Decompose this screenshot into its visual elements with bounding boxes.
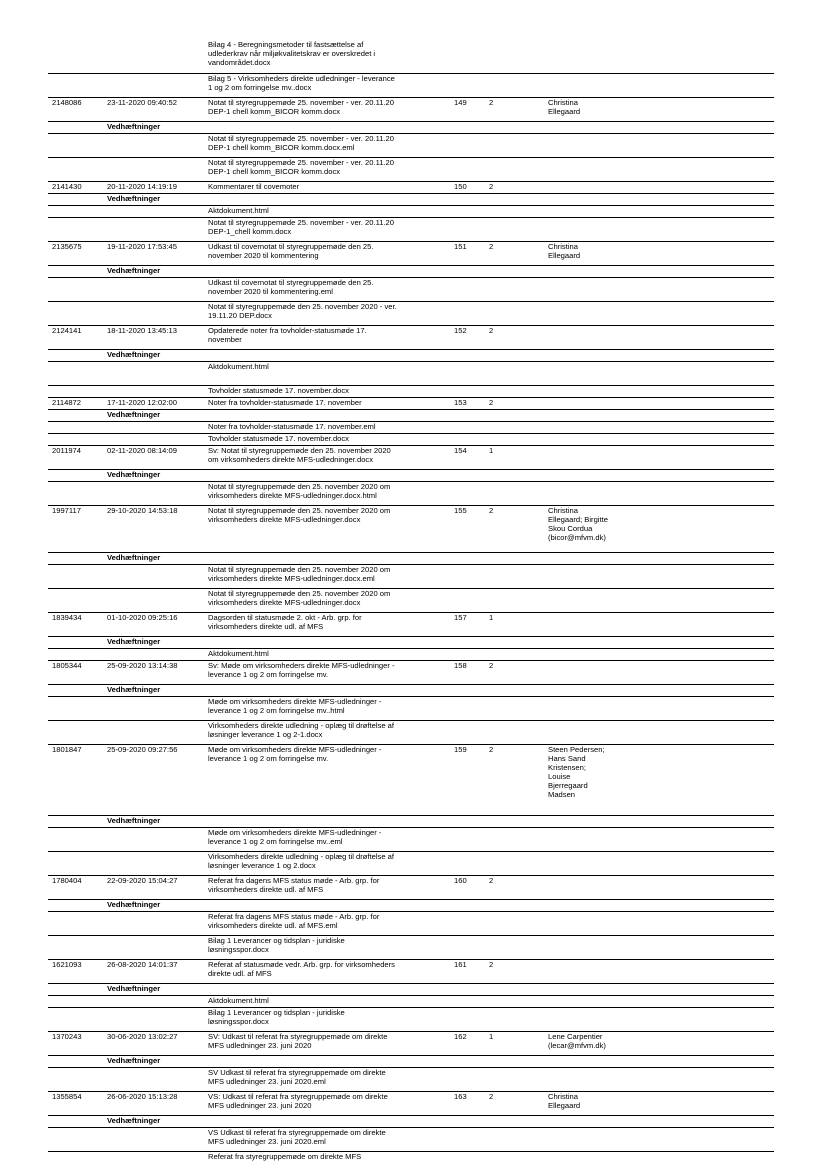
document-number: 158	[454, 661, 467, 670]
attachment-title: Møde om virksomheders direkte MFS-udledninger - leverance 1 og 2 om forringelse mv..eml	[208, 828, 382, 846]
document-number: 161	[454, 960, 467, 969]
attachments-label: Vedhæftninger	[107, 122, 161, 131]
attachment-title: Virksomheders direkte udledning - oplæg til drøftelse af løsninger leverance 1 og 2.docx	[208, 852, 394, 870]
document-date: 17-11-2020 12:02:00	[107, 398, 177, 407]
document-record-table	[48, 40, 774, 1164]
page-count: 2	[489, 182, 494, 191]
document-row	[48, 661, 774, 685]
attachments-label-row	[48, 637, 774, 649]
attachments-label: Vedhæftninger	[107, 1116, 161, 1125]
attachment-title: Virksomheders direkte udledning - oplæg til drøftelse af løsninger leverance 1 og 2-1.docx	[208, 721, 394, 739]
attachment-row	[48, 218, 774, 242]
document-title: SV: Udkast til referat fra styregruppemøde om direkte MFS udledninger 23. juni 2020	[208, 1032, 388, 1050]
attachments-label-row	[48, 194, 774, 206]
attachments-label-row	[48, 350, 774, 362]
attachment-row	[48, 362, 774, 386]
attachments-label: Vedhæftninger	[107, 984, 161, 993]
document-number: 162	[454, 1032, 467, 1041]
attachments-label: Vedhæftninger	[107, 350, 161, 359]
document-id: 1801847	[52, 745, 82, 754]
document-date: 26-08-2020 14:01:37	[107, 960, 178, 969]
document-id: 1621093	[52, 960, 82, 969]
document-row	[48, 1092, 774, 1116]
attachment-row	[48, 721, 774, 745]
attachment-title: Notat til styregruppemøde 25. november - ver. 20.11.20 DEP-1 chell komm_BICOR komm.docx	[208, 158, 395, 176]
document-date: 02-11-2020 08:14:09	[107, 446, 177, 455]
attachment-row	[48, 697, 774, 721]
document-title: Dagsorden til statusmøde 2. okt - Arb. grp. for virksomheders direkte udl. af MFS	[208, 613, 362, 631]
attachment-row	[48, 278, 774, 302]
attachment-row	[48, 912, 774, 936]
document-date: 23-11-2020 09:40:52	[107, 98, 177, 107]
attachment-row	[48, 1128, 774, 1152]
document-date: 18-11-2020 13:45:13	[107, 326, 177, 335]
attachment-title: Notat til styregruppemøde den 25. november 2020 - ver. 19.11.20 DEP.docx	[208, 302, 397, 320]
page-count: 2	[489, 242, 494, 251]
document-date: 29-10-2020 14:53:18	[107, 506, 178, 515]
attachment-row	[48, 74, 774, 98]
document-number: 163	[454, 1092, 467, 1101]
page-count: 2	[489, 745, 494, 754]
attachment-row	[48, 1068, 774, 1092]
attachment-row	[48, 852, 774, 876]
document-title: Møde om virksomheders direkte MFS-udledninger - leverance 1 og 2 om forringelse mv.	[208, 745, 382, 763]
document-date: 25-09-2020 13:14:38	[107, 661, 178, 670]
document-row	[48, 326, 774, 350]
attachments-label-row	[48, 122, 774, 134]
document-sender: Christina Ellegaard	[548, 98, 581, 116]
document-number: 153	[454, 398, 467, 407]
document-date: 26-06-2020 15:13:28	[107, 1092, 178, 1101]
attachment-row	[48, 134, 774, 158]
document-id: 1355854	[52, 1092, 82, 1101]
attachments-label-row	[48, 266, 774, 278]
document-number: 159	[454, 745, 467, 754]
document-sender: Christina Ellegaard	[548, 242, 581, 260]
document-date: 19-11-2020 17:53:45	[107, 242, 177, 251]
document-date: 22-09-2020 15:04:27	[107, 876, 178, 885]
attachment-title: Møde om virksomheders direkte MFS-udledninger - leverance 1 og 2 om forringelse mv..html	[208, 697, 382, 715]
document-title: Opdaterede noter fra tovholder-statusmøde 17. november	[208, 326, 367, 344]
attachment-title: Notat til styregruppemøde den 25. november 2020 om virksomheders direkte MFS-udledninger.docx	[208, 589, 391, 607]
document-date: 20-11-2020 14:19:19	[107, 182, 177, 191]
attachment-title: Bilag 5 - Virksomheders direkte udledninger - leverance 1 og 2 om forringelse mv..docx	[208, 74, 395, 92]
document-title: Kommentarer til covemoter	[208, 182, 300, 191]
document-row	[48, 613, 774, 637]
attachment-title: VS Udkast til referat fra styregruppemøde om direkte MFS udledninger 23. juni 2020.eml	[208, 1128, 386, 1146]
document-title: Notat til styregruppemøde 25. november - ver. 20.11.20 DEP-1 chell komm_BICOR komm.docx	[208, 98, 395, 116]
document-row	[48, 876, 774, 900]
document-sender: Christina Ellegaard; Birgitte Skou Cordua (bicor@mfvm.dk)	[548, 506, 608, 542]
document-number: 160	[454, 876, 467, 885]
document-title: VS: Udkast til referat fra styregruppemøde om direkte MFS udledninger 23. juni 2020	[208, 1092, 388, 1110]
attachment-row	[48, 206, 774, 218]
attachments-label-row	[48, 553, 774, 565]
document-id: 1997117	[52, 506, 81, 515]
document-id: 2141430	[52, 182, 82, 191]
attachment-row	[48, 302, 774, 326]
document-number: 150	[454, 182, 467, 191]
document-id: 1839434	[52, 613, 82, 622]
attachment-row	[48, 482, 774, 506]
document-number: 154	[454, 446, 467, 455]
attachment-title: SV Udkast til referat fra styregruppemøde om direkte MFS udledninger 23. juni 2020.eml	[208, 1068, 386, 1086]
attachment-row	[48, 40, 774, 74]
page-count: 2	[489, 98, 494, 107]
document-row	[48, 1032, 774, 1056]
document-title: Referat af statusmøde vedr. Arb. grp. for virksomheders direkte udl. af MFS	[208, 960, 395, 978]
document-number: 157	[454, 613, 467, 622]
document-title: Noter fra tovholder-statusmøde 17. november	[208, 398, 362, 407]
page-count: 1	[489, 1032, 494, 1041]
document-title: Udkast til covernotat til styregruppemøde den 25. november 2020 til kommentering	[208, 242, 374, 260]
attachment-title: Referat fra styregruppemøde om direkte MFS	[208, 1152, 362, 1161]
attachment-title: Aktdokument.html	[208, 362, 269, 371]
document-id: 2135675	[52, 242, 82, 251]
attachments-label-row	[48, 685, 774, 697]
document-row	[48, 446, 774, 470]
attachment-row	[48, 1008, 774, 1032]
attachments-label: Vedhæftninger	[107, 194, 161, 203]
attachments-label: Vedhæftninger	[107, 1056, 161, 1065]
document-row	[48, 745, 774, 816]
attachment-row	[48, 1152, 774, 1164]
attachment-row	[48, 386, 774, 398]
attachment-title: Notat til styregruppemøde den 25. november 2020 om virksomheders direkte MFS-udledninger.docx.html	[208, 482, 391, 500]
attachment-title: Aktdokument.html	[208, 206, 269, 215]
page-count: 2	[489, 960, 494, 969]
attachment-row	[48, 936, 774, 960]
attachment-title: Notat til styregruppemøde 25. november - ver. 20.11.20 DEP-1_chell komm.docx	[208, 218, 395, 236]
attachments-label-row	[48, 470, 774, 482]
attachments-label: Vedhæftninger	[107, 553, 161, 562]
attachments-label: Vedhæftninger	[107, 410, 161, 419]
document-row	[48, 398, 774, 410]
page-count: 2	[489, 326, 494, 335]
attachment-title: Referat fra dagens MFS status møde - Arb. grp. for virksomheders direkte udl. af MFS.eml	[208, 912, 380, 930]
attachment-title: Aktdokument.html	[208, 649, 269, 658]
document-title: Referat fra dagens MFS status møde - Arb. grp. for virksomheders direkte udl. af MFS	[208, 876, 380, 894]
attachment-row	[48, 996, 774, 1008]
document-row	[48, 242, 774, 266]
page-count: 1	[489, 613, 494, 622]
attachments-label: Vedhæftninger	[107, 685, 161, 694]
attachment-row	[48, 565, 774, 589]
attachment-row	[48, 589, 774, 613]
document-number: 152	[454, 326, 467, 335]
attachment-title: Aktdokument.html	[208, 996, 269, 1005]
attachments-label-row	[48, 410, 774, 422]
attachment-row	[48, 422, 774, 434]
attachments-label: Vedhæftninger	[107, 470, 161, 479]
attachment-title: Notat til styregruppemøde 25. november - ver. 20.11.20 DEP-1 chell komm_BICOR komm.docx.eml	[208, 134, 395, 152]
attachment-title: Bilag 1 Leverancer og tidsplan - juridiske løsningsspor.docx	[208, 936, 345, 954]
document-sender: Christina Ellegaard	[548, 1092, 581, 1110]
page-count: 2	[489, 398, 494, 407]
attachment-title: Notat til styregruppemøde den 25. november 2020 om virksomheders direkte MFS-udledninger.docx.eml	[208, 565, 391, 583]
document-date: 25-09-2020 09:27:56	[107, 745, 178, 754]
attachment-title: Tovholder statusmøde 17. november.docx	[208, 434, 349, 443]
document-row	[48, 182, 774, 194]
document-number: 155	[454, 506, 467, 515]
attachments-label: Vedhæftninger	[107, 266, 161, 275]
attachment-title: Udkast til covernotat til styregruppemøde den 25. november 2020 til kommentering.eml	[208, 278, 374, 296]
document-row	[48, 98, 774, 122]
attachment-title: Tovholder statusmøde 17. november.docx	[208, 386, 349, 395]
page-count: 2	[489, 1092, 494, 1101]
attachments-label-row	[48, 1116, 774, 1128]
document-id: 2011974	[52, 446, 81, 455]
document-number: 151	[454, 242, 467, 251]
document-number: 149	[454, 98, 467, 107]
document-title: Sv: Notat til styregruppemøde den 25. november 2020 om virksomheders direkte MFS-udledninger.docx	[208, 446, 391, 464]
document-id: 2114872	[52, 398, 81, 407]
attachments-label: Vedhæftninger	[107, 637, 161, 646]
attachments-label-row	[48, 816, 774, 828]
document-row	[48, 960, 774, 984]
attachments-label-row	[48, 1056, 774, 1068]
attachment-title: Bilag 1 Leverancer og tidsplan - juridiske løsningsspor.docx	[208, 1008, 345, 1026]
attachments-label: Vedhæftninger	[107, 816, 161, 825]
document-title: Notat til styregruppemøde den 25. november 2020 om virksomheders direkte MFS-udledninger.docx	[208, 506, 391, 524]
document-sender: Lene Carpentier (lecar@mfvm.dk)	[548, 1032, 606, 1050]
page-count: 1	[489, 446, 494, 455]
page-count: 2	[489, 876, 494, 885]
document-title: Sv: Møde om virksomheders direkte MFS-udledninger - leverance 1 og 2 om forringelse mv.	[208, 661, 395, 679]
document-sender: Steen Pedersen; Hans Sand Kristensen; Louise Bjerregaard Madsen	[548, 745, 605, 799]
document-id: 1780404	[52, 876, 82, 885]
attachments-label-row	[48, 984, 774, 996]
attachment-row	[48, 828, 774, 852]
attachment-row	[48, 158, 774, 182]
document-date: 01-10-2020 09:25:16	[107, 613, 178, 622]
attachments-label-row	[48, 900, 774, 912]
attachment-title: Bilag 4 - Beregningsmetoder til fastsættelse af udlederkrav når miljøkvalitetskrav er overskredet i vandområdet.docx	[208, 40, 376, 67]
attachments-label: Vedhæftninger	[107, 900, 161, 909]
page-count: 2	[489, 661, 494, 670]
page-count: 2	[489, 506, 494, 515]
attachment-title: Noter fra tovholder-statusmøde 17. november.eml	[208, 422, 376, 431]
attachment-row	[48, 649, 774, 661]
attachment-row	[48, 434, 774, 446]
document-row	[48, 506, 774, 553]
document-id: 2148086	[52, 98, 82, 107]
document-id: 1370243	[52, 1032, 82, 1041]
document-id: 1805344	[52, 661, 82, 670]
document-date: 30-06-2020 13:02:27	[107, 1032, 178, 1041]
document-id: 2124141	[52, 326, 82, 335]
